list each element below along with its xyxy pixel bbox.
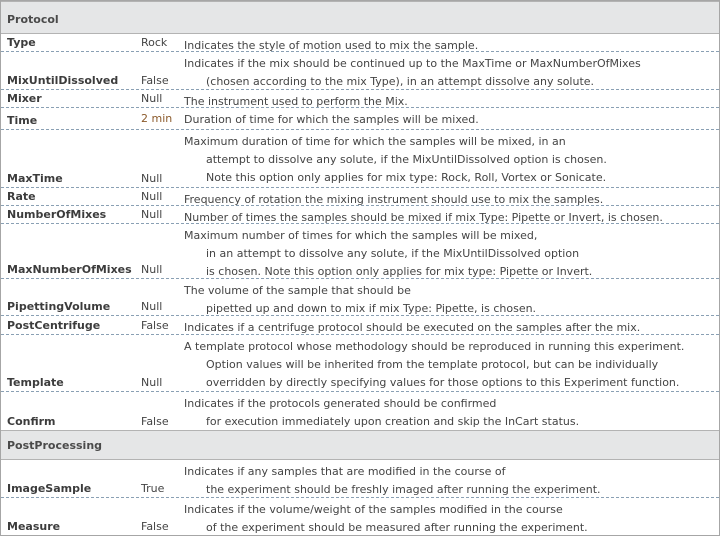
option-description: The instrument used to perform the Mix.	[184, 95, 408, 108]
option-description: Indicates if a centrifuge protocol should be executed on the samples after the mix.	[184, 321, 641, 334]
option-name: NumberOfMixes	[7, 208, 107, 221]
option-row-maxtime	[1, 130, 719, 188]
option-description: The volume of the sample that should be pipetted up and down to mix if mix Type: Pipette, is chosen.	[184, 284, 537, 315]
option-value: Null	[141, 263, 163, 276]
option-name: Mixer	[7, 92, 42, 105]
option-description: Duration of time for which the samples will be mixed.	[184, 113, 479, 126]
option-value: Null	[141, 300, 163, 313]
option-description: Maximum number of times for which the samples will be mixed, in an attempt to dissolve any solute, if the MixUntilDissolved option is chosen. Note this option only applies for mix type: Pipette or Invert.	[184, 229, 593, 278]
option-name: MixUntilDissolved	[7, 74, 119, 87]
option-row-time	[1, 108, 719, 130]
option-value: Null	[141, 376, 163, 389]
option-row-numberofmixes	[1, 206, 719, 224]
option-name: Rate	[7, 190, 36, 203]
option-description: Indicates if the mix should be continued up to the MaxTime or MaxNumberOfMixes (chosen according to the mix Type), in an attempt dissolve any solute.	[184, 57, 641, 88]
option-description: Indicates if the protocols generated should be confirmed for execution immediately upon creation and skip the InCart status.	[184, 397, 580, 428]
option-row-measure	[1, 498, 719, 535]
option-value: False	[141, 74, 169, 87]
option-value: Rock	[141, 36, 168, 49]
option-row-mixuntildissolved	[1, 52, 719, 90]
option-value: False	[141, 415, 169, 428]
section-header-protocol	[1, 1, 719, 34]
option-row-mixer	[1, 90, 719, 108]
option-description: A template protocol whose methodology should be reproduced in running this experiment. Option values will be inherited from the template protocol, but can be individually overridden by directly specifying values for those options to this Experiment function.	[184, 340, 685, 389]
option-value: Null	[141, 190, 163, 203]
option-row-type	[1, 34, 719, 52]
option-row-pipettingvolume	[1, 279, 719, 316]
option-name: Time	[7, 114, 38, 127]
option-description: Maximum duration of time for which the samples will be mixed, in an attempt to dissolve any solute, if the MixUntilDissolved option is chosen. Note this option only applies for mix type: Rock, Roll, Vortex or Sonicate.	[184, 135, 607, 184]
option-value: True	[141, 482, 165, 495]
option-name: Type	[7, 36, 36, 49]
option-description: Indicates if any samples that are modified in the course of the experiment should be freshly imaged after running the experiment.	[184, 465, 601, 496]
option-value: False	[141, 520, 169, 533]
option-row-rate	[1, 188, 719, 206]
option-name: PipettingVolume	[7, 300, 111, 313]
section-title: Protocol	[7, 13, 59, 26]
option-row-maxnumberofmixes	[1, 224, 719, 279]
section-title: PostProcessing	[7, 439, 103, 452]
option-name: Measure	[7, 520, 61, 533]
option-value: Null	[141, 172, 163, 185]
option-description: Indicates the style of motion used to mix the sample.	[184, 39, 479, 52]
option-value: Null	[141, 92, 163, 105]
option-row-confirm	[1, 392, 719, 430]
option-name: MaxNumberOfMixes	[7, 263, 132, 276]
option-row-postcentrifuge	[1, 316, 719, 335]
option-name: MaxTime	[7, 172, 63, 185]
option-description: Indicates if the volume/weight of the samples modified in the course of the experiment should be measured after running the experiment.	[184, 503, 588, 534]
section-header-postprocessing	[1, 430, 719, 460]
option-row-template	[1, 335, 719, 392]
option-name: PostCentrifuge	[7, 319, 101, 332]
option-value: False	[141, 319, 169, 332]
option-name: Template	[7, 376, 64, 389]
option-value: Null	[141, 208, 163, 221]
option-description: Frequency of rotation the mixing instrument should use to mix the samples.	[184, 193, 604, 206]
option-row-imagesample	[1, 460, 719, 498]
option-name: ImageSample	[7, 482, 92, 495]
option-description: Number of times the samples should be mixed if mix Type: Pipette or Invert, is chosen.	[184, 211, 663, 224]
option-value: 2 min	[141, 112, 173, 125]
option-name: Confirm	[7, 415, 56, 428]
